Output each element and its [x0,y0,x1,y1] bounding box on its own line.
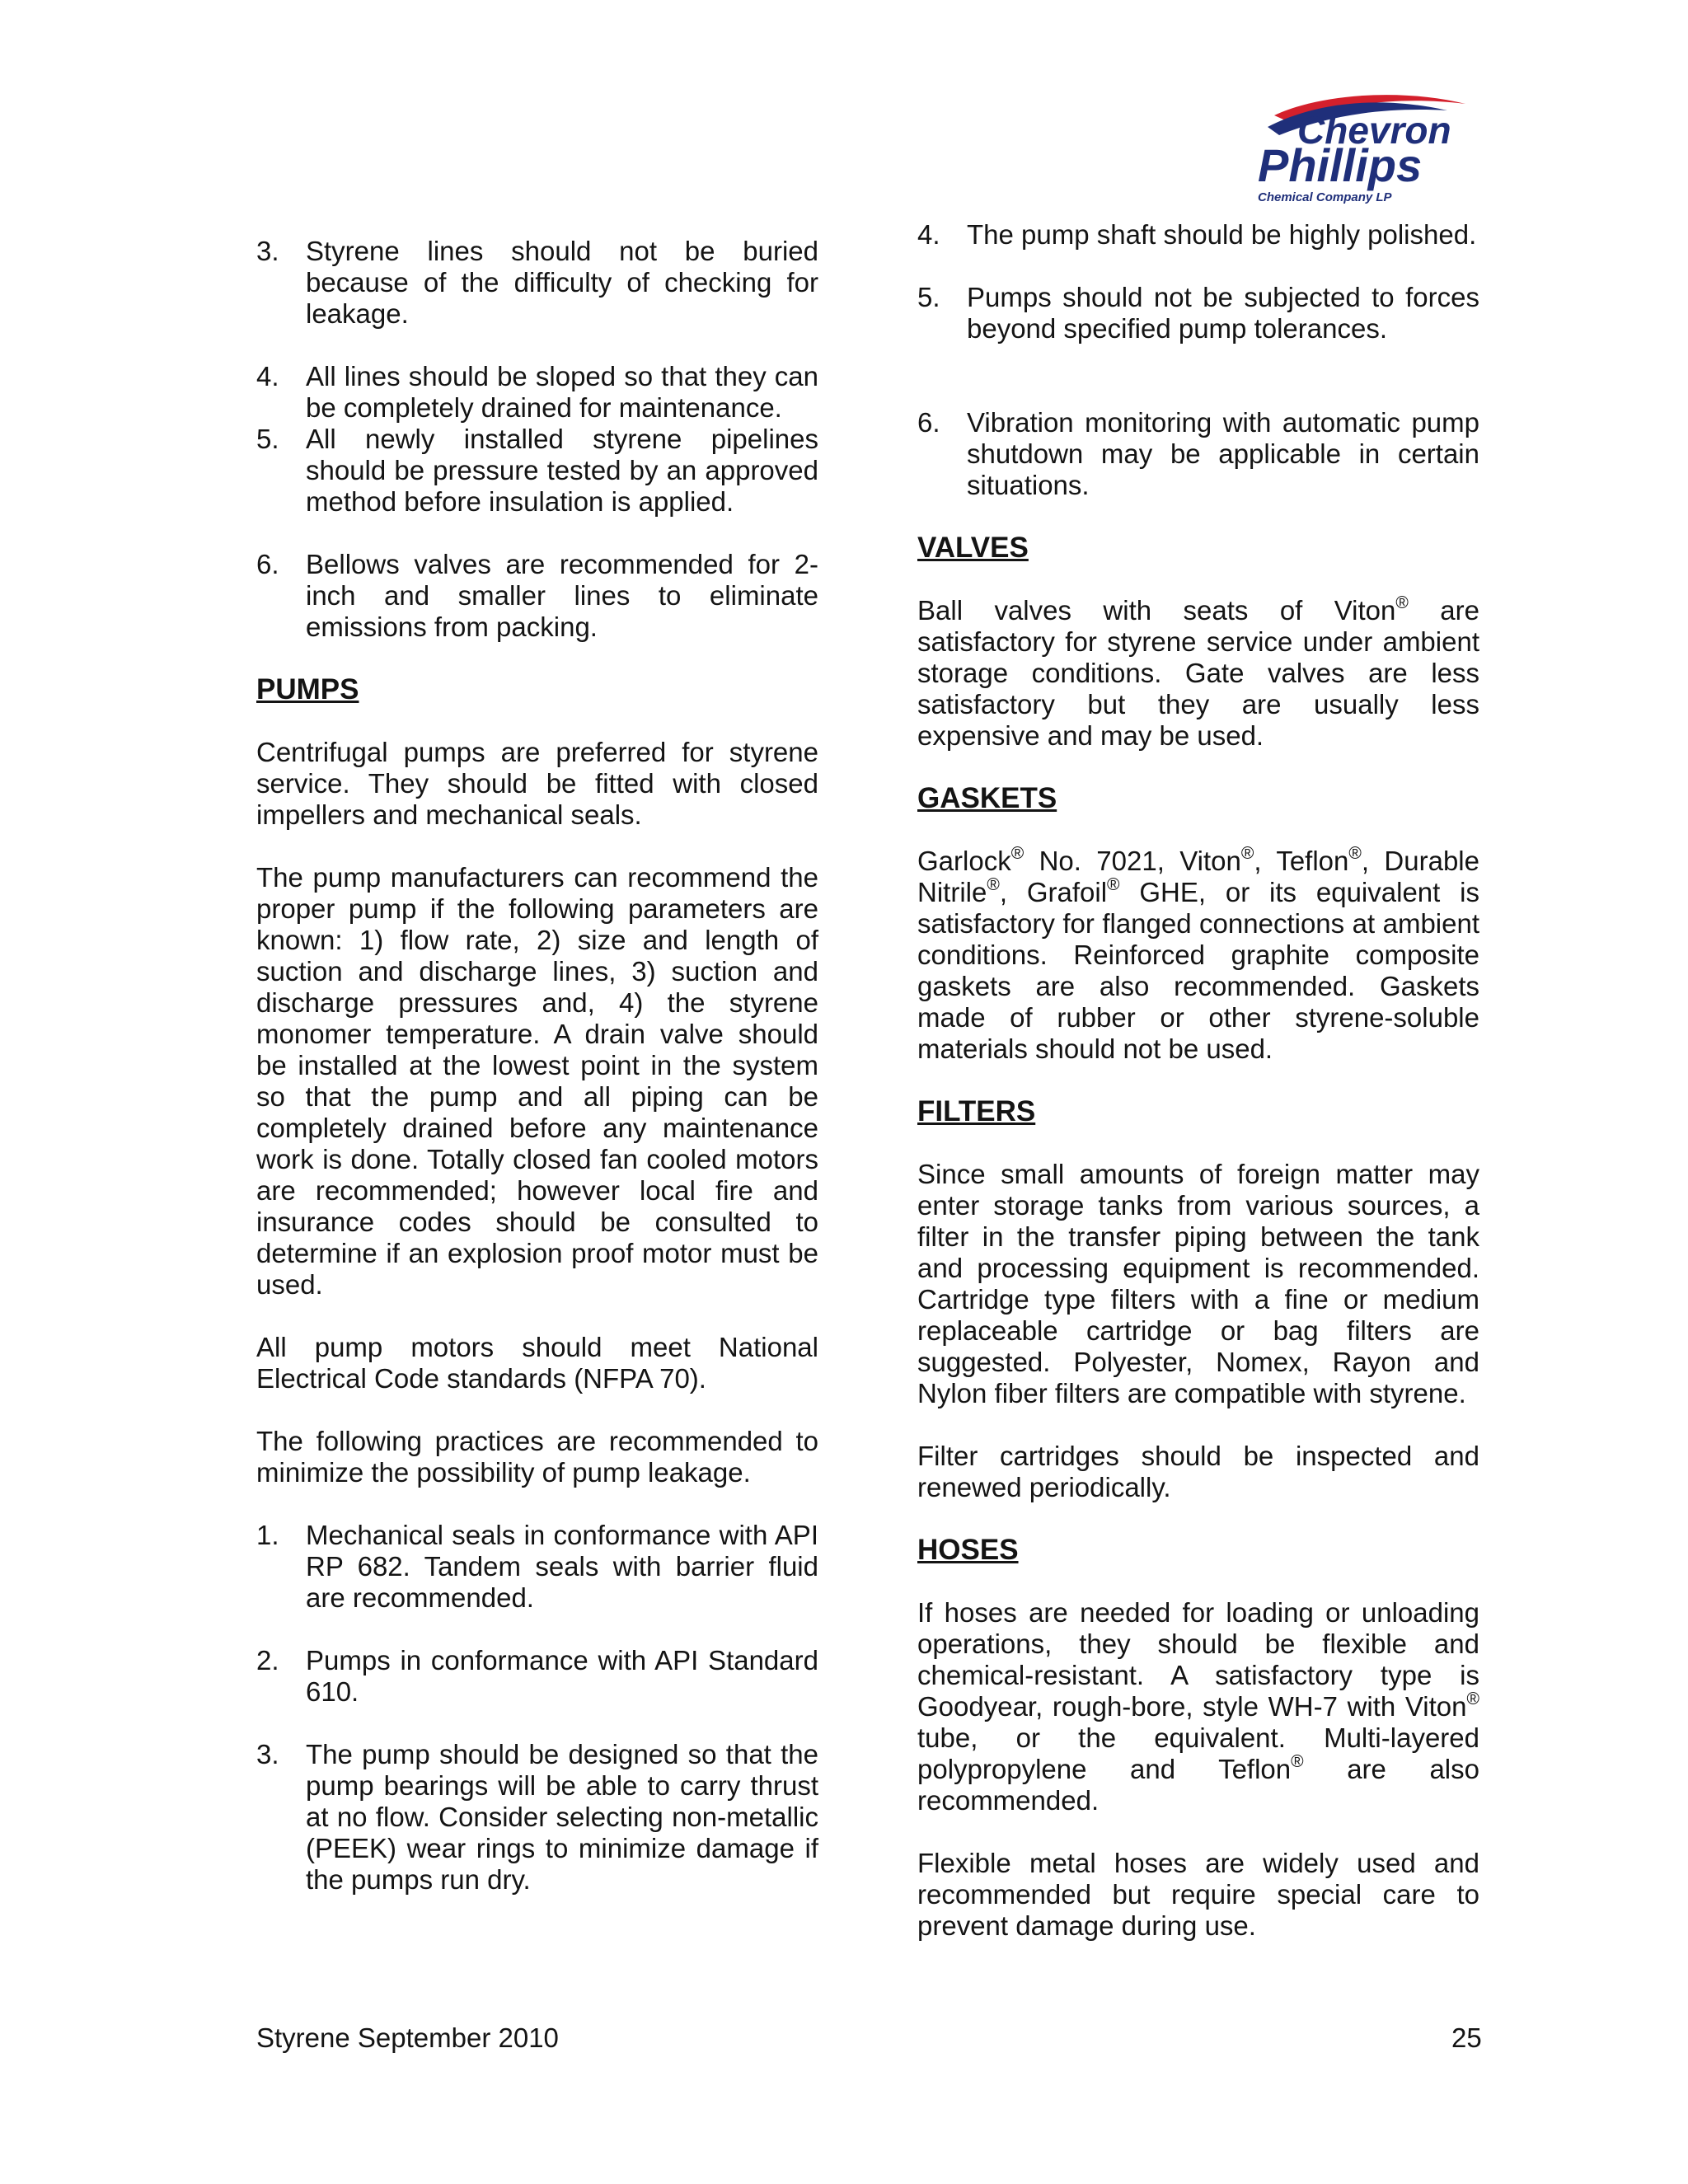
pumps-paragraph-4: The following practices are recommended to minimize the possibility of pump leakage. [256,1426,818,1488]
right-column [917,219,1479,1942]
registered-mark: ® [987,875,1000,894]
gaskets-paragraph [917,846,1479,1065]
pumps-paragraph-1: Centrifugal pumps are preferred for styrene service. They should be fitted with closed impellers and mechanical seals. [256,737,818,830]
text-run: are also recommended. [917,1754,1479,1816]
list-number: 2. [256,1645,279,1675]
footer-page-number: 25 [1451,2022,1482,2053]
list-text: All newly installed styrene pipelines should be pressure tested by an approved method before insulation is applied. [306,424,818,517]
logo-text-line1: Chevron [1297,109,1451,152]
list-text: The pump should be designed so that the pump bearings will be able to carry thrust at no flow. Consider selecting non-metallic (PEEK) wear rings to minimize damage if the pumps run dry. [306,1739,818,1895]
text-run: No. 7021, Viton [1024,846,1241,876]
list-text: The pump shaft should be highly polished. [967,219,1477,250]
list-text: Mechanical seals in conformance with API RP 682. Tandem seals with barrier fluid are recommended. [306,1520,818,1613]
section-heading-pumps: PUMPS [256,673,359,705]
hoses-paragraph-1 [917,1597,1479,1816]
list-item [917,219,1479,251]
filters-paragraph-2: Filter cartridges should be inspected and renewed periodically. [917,1441,1479,1502]
list-item [917,282,1479,344]
list-number: 5. [917,282,940,312]
text-run: , Durable Nitrile [917,846,1479,907]
list-number: 6. [256,549,279,579]
list-item [256,361,818,424]
section-heading-valves: VALVES [917,532,1029,564]
list-number: 4. [256,361,279,391]
text-run: Ball valves with seats of Viton [917,595,1396,626]
list-item [917,407,1479,501]
footer-document-title: Styrene September 2010 [256,2022,559,2053]
list-number: 3. [256,1739,279,1769]
company-logo [1250,89,1480,213]
registered-mark: ® [1010,844,1025,863]
list-item [256,549,818,643]
list-item [256,1520,818,1614]
left-column [256,236,818,1896]
registered-mark: ® [1240,844,1254,863]
text-run: , Teflon [1254,846,1349,876]
list-text: All lines should be sloped so that they can be completely drained for maintenance. [306,361,818,423]
section-heading-hoses: HOSES [917,1534,1019,1566]
list-number: 1. [256,1520,279,1550]
list-item [256,1739,818,1896]
list-item [256,236,818,330]
list-number: 3. [256,236,279,266]
pumps-paragraph-2: The pump manufacturers can recommend the proper pump if the following parameters are known: 1) flow rate, 2) size and length of suction and discharge lines, 3) suction and discharge pressures and, 4) the styrene monomer temperature. A drain valve should be installed at the lowest point in the system so that the pump and all piping can be completely drained before any maintenance work is done. Totally closed fan cooled motors are recommended; however local fire and insurance codes should be consulted to determine if an explosion proof motor must be used. [256,862,818,1300]
text-run: are satisfactory for styrene service under ambient storage conditions. Gate valves are less satisfactory but they are usually less expensive and may be used. [917,595,1479,751]
valves-paragraph [917,595,1479,752]
logo-graphic [1250,89,1480,213]
logo-text-line2: Phillips [1258,139,1423,191]
list-item [256,424,818,518]
registered-mark: ® [1466,1690,1479,1708]
pumps-paragraph-3: All pump motors should meet National Electrical Code standards (NFPA 70). [256,1332,818,1394]
list-number: 6. [917,407,940,438]
list-number: 4. [917,219,940,250]
text-run: tube, or the equivalent. Multi-layered polypropylene and Teflon [917,1722,1479,1784]
list-text: Bellows valves are recommended for 2-inch and smaller lines to eliminate emissions from packing. [306,549,818,642]
list-text: Vibration monitoring with automatic pump shutdown may be applicable in certain situations. [967,407,1479,500]
text-run: , Grafoil [999,877,1108,907]
registered-mark: ® [1107,875,1120,894]
list-text: Pumps should not be subjected to forces beyond specified pump tolerances. [967,282,1479,344]
registered-mark: ® [1395,593,1409,612]
section-heading-filters: FILTERS [917,1095,1036,1127]
registered-mark: ® [1348,844,1362,863]
text-run: If hoses are needed for loading or unloading operations, they should be flexible and chemical-resistant. A satisfactory type is Goodyear, rough-bore, style WH-7 with Viton [917,1597,1479,1722]
filters-paragraph-1: Since small amounts of foreign matter may enter storage tanks from various sources, a filter in the transfer piping between the tank and processing equipment is recommended. Cartridge type filters with a fine or medium replaceable cartridge or bag filters are suggested. Polyester, Nomex, Rayon and Nylon fiber filters are compatible with styrene. [917,1159,1479,1408]
logo-text-line3: Chemical Company LP [1258,190,1392,204]
list-text: Styrene lines should not be buried because of the difficulty of checking for leakage. [306,236,818,329]
text-run: Garlock [917,846,1011,876]
hoses-paragraph-2: Flexible metal hoses are widely used and recommended but require special care to prevent damage during use. [917,1848,1479,1941]
registered-mark: ® [1291,1752,1304,1771]
list-text: Pumps in conformance with API Standard 610. [306,1645,818,1707]
section-heading-gaskets: GASKETS [917,782,1057,814]
list-item [256,1645,818,1708]
text-run: GHE, or its equivalent is satisfactory for flanged connections at ambient conditions. Reinforced graphite composite gaskets are also recommended. Gaskets made of rubber or other styrene-soluble materials should not be used. [917,877,1479,1064]
list-number: 5. [256,424,279,454]
